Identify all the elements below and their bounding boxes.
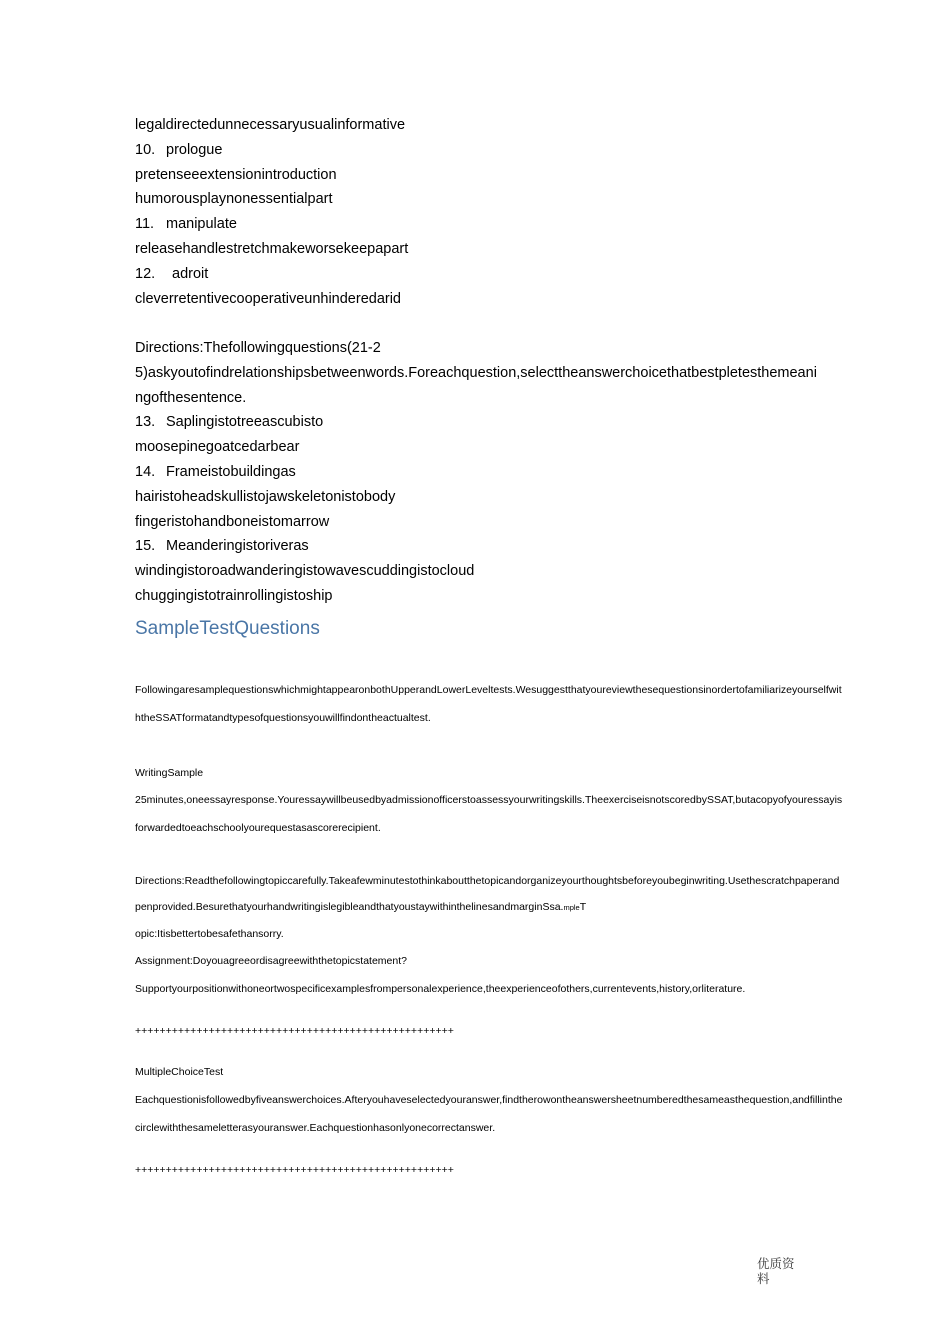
separator-line: ++++++++++++++++++++++++++++++++++++++++++++++++++++ [135,1025,454,1037]
q14-choices-b: fingeristohandboneistomarrow [135,513,330,530]
analogies-directions-line-3: ngofthesentence. [135,389,247,406]
q11-choices: releasehandlestretchmakeworsekeepapart [135,240,409,257]
q12-number: 12. [135,265,156,282]
q15-choices-a: windingistoroadwanderingistowavescuddingistocloud [135,563,475,580]
q12-choices: cleverretentivecooperativeunhinderedarid [135,290,401,307]
q14-stem [135,460,845,485]
sample-label-small: mple [563,903,580,912]
q10-stem [135,138,845,163]
q15-stem [135,534,845,559]
q14-number: 14. [135,463,156,480]
topic-statement: opic:Itisbettertobesafethansorry. [135,928,284,940]
writing-sample-description: 25minutes,oneessayresponse.Youressaywillbeusedbyadmissionofficerstoassessyourwritingskills.TheexerciseisnotscoredbySSAT,butacopyofyouressayisforwardedtoeachschoolyourequestasascorerecipient. [135,794,843,834]
q11-stem [135,212,845,237]
sample-label: Ssa. [542,901,564,913]
q15-text: Meanderingistoriveras [166,538,309,555]
q12-stem [135,262,845,287]
q13-choices: moosepinegoatcedarbear [135,439,300,456]
q15-choices-b: chuggingistotrainrollingistoship [135,587,333,604]
q15-number: 15. [135,538,156,555]
q12-word: adroit [172,265,209,282]
multiple-choice-description: Eachquestionisfollowedbyfiveanswerchoices.Afteryouhaveselectedyouranswer,findtherowontheanswersheetnumberedthesameasthequestion,andfillinthecirclewiththesameletterasyouranswer.Eachquestionhasonlyonecorrectanswer. [135,1094,843,1134]
q9-choices: legaldirectedunnecessaryusualinformative [135,117,406,133]
analogies-directions-line-2: 5)askyoutofindrelationshipsbetweenwords.Foreachquestion,selecttheanswerchoicethatbestpletesthemeani [135,364,817,381]
multiple-choice-title: MultipleChoiceTest [135,1066,224,1078]
separator-line-2: ++++++++++++++++++++++++++++++++++++++++++++++++++++ [135,1164,454,1176]
q11-word: manipulate [166,216,237,233]
sample-label-t: T [579,901,587,913]
q10-choices-b: humorousplaynonessentialpart [135,191,333,208]
intro-paragraph: FollowingaresamplequestionswhichmightappearonbothUpperandLowerLeveltests.WesuggestthatyoureviewthesequestionsinordertofamiliarizeyourselfwiththeSSATformatandtypesofquestionsyouwillfindontheactualtest. [135,684,842,724]
q10-choices-a: pretenseeextensionintroduction [135,166,337,183]
writing-directions [135,868,845,947]
section-heading: SampleTestQuestions [135,618,320,639]
vocabulary-section [135,113,845,311]
q14-choices-a: hairistoheadskullistojawskeletonistobody [135,488,396,505]
q10-number: 10. [135,141,156,158]
q14-text: Frameistobuildingas [166,463,296,480]
q13-stem [135,410,845,435]
writing-directions-text: Directions:Readthefollowingtopiccarefully.Takeafewminutestothinkaboutthetopicandorganizeyourthoughtsbeforeyoubeginwriting.Usethescratchpaperandpenprovided.Besurethatyourhandwritingislegibleandthatyoustaywithinthelinesandmargin [135,875,840,913]
writing-sample-title: WritingSample [135,767,204,779]
q13-number: 13. [135,414,156,431]
analogies-section [135,336,845,609]
footer-label: 优质资料 [757,1256,795,1286]
q13-text: Saplingistotreeascubisto [166,414,324,431]
support-line: Supportyourpositionwithoneortwospecificexamplesfrompersonalexperience,theexperienceofothers,currentevents,history,orliterature. [135,983,746,995]
analogies-directions-line-1: Directions:Thefollowingquestions(21-2 [135,340,381,356]
q10-word: prologue [166,141,223,158]
assignment-line: Assignment:Doyouagreeordisagreewiththetopicstatement? [135,955,407,967]
q11-number: 11. [135,216,155,233]
